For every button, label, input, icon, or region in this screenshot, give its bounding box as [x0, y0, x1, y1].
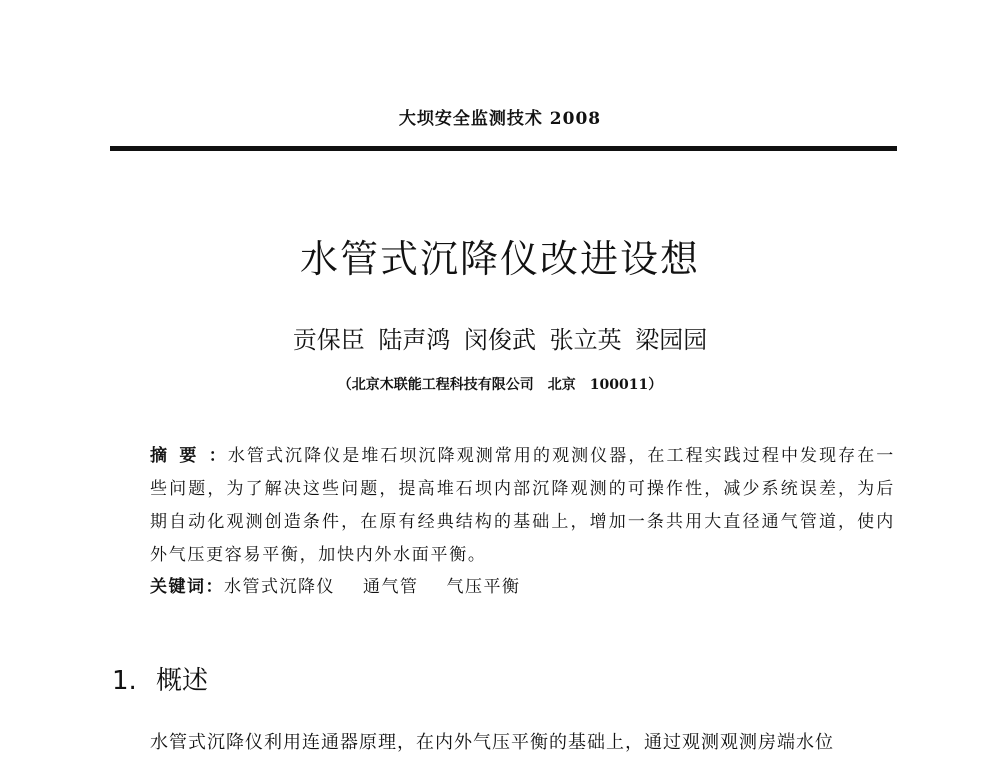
- body-paragraph: 水管式沉降仪利用连通器原理，在内外气压平衡的基础上，通过观测观测房端水位: [150, 732, 834, 753]
- keyword-item: 水管式沉降仪: [224, 577, 335, 597]
- keyword-item: 通气管: [363, 577, 419, 597]
- paper-title: 水管式沉降仪改进设想: [299, 237, 700, 281]
- header-rule: [110, 146, 897, 151]
- abstract-label-colon: ：: [208, 446, 228, 466]
- keyword-item: 气压平衡: [446, 577, 521, 597]
- author-list: 贡保臣 陆声鸿 闵俊武 张立英 梁园园: [292, 326, 708, 354]
- running-header: 大坝安全监测技术 2008: [398, 109, 602, 129]
- keywords-label: 关键词：: [150, 577, 224, 597]
- section-heading: [112, 660, 208, 697]
- abstract-label: 摘要: [150, 446, 209, 466]
- abstract: [150, 440, 895, 572]
- keywords: [150, 572, 895, 597]
- abstract-text: 水管式沉降仪是堆石坝沉降观测常用的观测仪器，在工程实践过程中发现存在一些问题，为了解决这些问题，提高堆石坝内部沉降观测的可操作性，减少系统误差，为后期自动化观测创造条件，在原有经典结构的基础上，增加一条共用大直径通气管道，使内外气压更容易平衡，加快内外水面平衡。: [150, 446, 896, 565]
- section-number: 1.: [112, 666, 137, 696]
- affiliation: （北京木联能工程科技有限公司 北京 100011）: [337, 377, 663, 393]
- section-title: 概述: [156, 666, 209, 696]
